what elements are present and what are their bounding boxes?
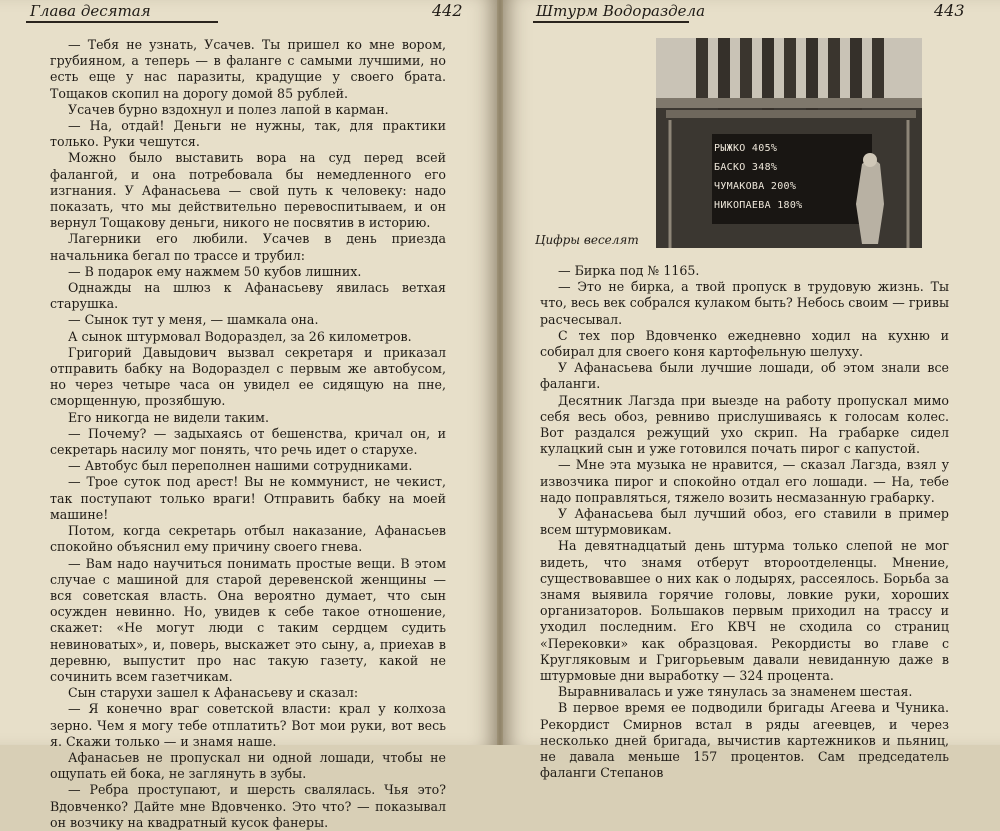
paragraph: — Почему? — задыхаясь от бешенства, кричал он, и секретарь насилу мог понять, что речь идет о старухе. (50, 425, 446, 458)
paragraph: У Афанасьева был лучший обоз, его ставили в пример всем штурмовикам. (540, 506, 949, 538)
paragraph: — На, отдай! Деньги не нужны, так, для практики только. Руки чешутся. (50, 118, 446, 150)
paragraph: — Автобус был переполнен нашими сотрудниками. (68, 458, 413, 474)
paragraph: Потом, когда секретарь отбыл наказание, Афанасьев спокойно объяснил ему причину своего гнева. (50, 523, 446, 555)
paragraph: — Мне эта музыка не нравится, — сказал Лагзда, взял у извозчика пирог и спокойно отдал его лошади. — На, тебе надо поправляться, тяжело возить несмазанную грабарку. (540, 457, 949, 505)
paragraph: Можно было выставить вора на суд перед всей фалангой, и она потребовала бы немедленного его изгнания. У Афанасьева — свой путь к человеку: надо показать, что мы действительно перевоспитываем, и он вернул Тощакову деньги, никого не посвятив в историю. (50, 150, 446, 231)
board-line: РЫЖКО 405% (714, 143, 778, 154)
left-head-rule (26, 21, 218, 23)
paragraph: С тех пор Вдовченко ежедневно ходил на кухню и собирал для своего коня картофельную шелуху. (540, 327, 949, 360)
left-page (0, 0, 497, 830)
paragraph: — Я конечно враг советской власти: крал у колхоза зерно. Чем я могу тебе отплатить? Вот мои руки, вот весь я. Скажи только — и знамя наше. (50, 701, 446, 749)
paragraph: Григорий Давыдович вызвал секретаря и приказал отправить бабку на Водораздел с первым же автобусом, но через четыре часа он увидел ее сидящую на пне, сморщенную, прозябшую. (50, 344, 446, 409)
paragraph: Усачев бурно вздохнул и полез лапой в карман. (68, 101, 389, 117)
left-body-text (50, 37, 446, 831)
paragraph: А сынок штурмовал Водораздел, за 26 километров. (68, 328, 412, 344)
paragraph: — Вам надо научиться понимать простые вещи. В этом случае с машиной для старой деревенской женщины — вся советская власть. Она вероятно думает, что сын осужден невинно. Но, увидев к себе такое отношение, скажет: «Не могут люди с таким сердцем судить невиноватых», и, поверь, выскажет это сыну, а, приехав в деревню, выпустит про нас такую газету, какой не сочинить всем газетчикам. (50, 555, 446, 684)
paragraph: Десятник Лагзда при выезде на работу пропускал мимо себя весь обоз, ревниво прислушиваясь к голосам колес. Вот раздался режущий ухо скрип. На грабарке сидел кулацкий сын и уже готовился почать пирог с капустой. (540, 392, 949, 457)
paragraph: Сын старухи зашел к Афанасьеву и сказал: (68, 685, 359, 701)
paragraph: Выравнивалась и уже тянулась за знаменем шестая. (558, 684, 913, 700)
paragraph: В первое время ее подводили бригады Агеева и Чуника. Рекордист Смирнов встал в ряды агеевцев, и через несколько дней бригада, вычистив картежников и пьяниц, не давала меньше 157 процентов. Сам председатель фаланги Степанов (540, 700, 949, 781)
board-line: БАСКО 348% (714, 162, 778, 173)
board-line: НИКОПАЕВА 180% (714, 200, 803, 211)
left-running-head: Глава десятая (30, 2, 151, 20)
paragraph: — В подарок ему нажмем 50 кубов лишних. (68, 263, 362, 279)
photo-record-board (656, 38, 922, 248)
photo-caption: Цифры веселят (535, 233, 639, 247)
paragraph: Его никогда не видели таким. (68, 409, 269, 425)
right-page (503, 0, 1000, 781)
paragraph: На девятнадцатый день штурма только слепой не мог видеть, что знамя отберут второотделенцы. Мнение, существовавшее о них как о лодырях, рассеялось. Борьба за знамя выявила горячие головы, ловкие руки, хороших организаторов. Большаков первым приходил на трассу и уходил последним. Его КВЧ не сходила со страниц «Перековки» как образцовая. Рекордисты во главе с Кругляковым и Григорьевым давали невиданную даже в штурмовые дни выработку — 324 процента. (540, 538, 949, 684)
paragraph: — Бирка под № 1165. (558, 263, 700, 278)
right-body-text (540, 263, 949, 782)
right-page-number: 443 (934, 1, 965, 20)
paragraph: — Трое суток под арест! Вы не коммунист, не чекист, так поступают только враги! Отправить бабку на моей машине! (50, 474, 446, 522)
paragraph: Лагерники его любили. Усачев в день приезда начальника бегал по трассе и трубил: (50, 231, 446, 263)
left-page-number: 442 (432, 1, 463, 20)
right-running-head: Штурм Водораздела (536, 2, 706, 20)
paragraph: — Тебя не узнать, Усачев. Ты пришел ко мне вором, грубияном, а теперь — в фаланге с самыми лучшими, но есть еще у нас паразиты, крадущие у своего брата. Тощаков скопил на дорогу домой 85 рублей. (50, 37, 446, 101)
paragraph: У Афанасьева были лучшие лошади, об этом знали все фаланги. (540, 360, 949, 392)
paragraph: — Ребра проступают, и шерсть свалялась. Чья это? Вдовченко? Дайте мне Вдовченко. Это что? — показывал он возчику на квадратный кусок фанеры. (50, 782, 446, 830)
board-lines (714, 139, 864, 215)
right-head-rule (533, 21, 689, 23)
paragraph: Однажды на шлюз к Афанасьеву явилась ветхая старушка. (50, 280, 446, 312)
paragraph: Афанасьев не пропускал ни одной лошади, чтобы не ощупать ей бока, не заглянуть в зубы. (50, 749, 446, 782)
paragraph: — Сынок тут у меня, — шамкала она. (68, 312, 319, 328)
paragraph: — Это не бирка, а твой пропуск в трудовую жизнь. Ты что, весь век собрался кулаком быть? Небось своим — гривы расчесывал. (540, 279, 949, 327)
board-line: ЧУМАКОВА 200% (714, 181, 797, 192)
